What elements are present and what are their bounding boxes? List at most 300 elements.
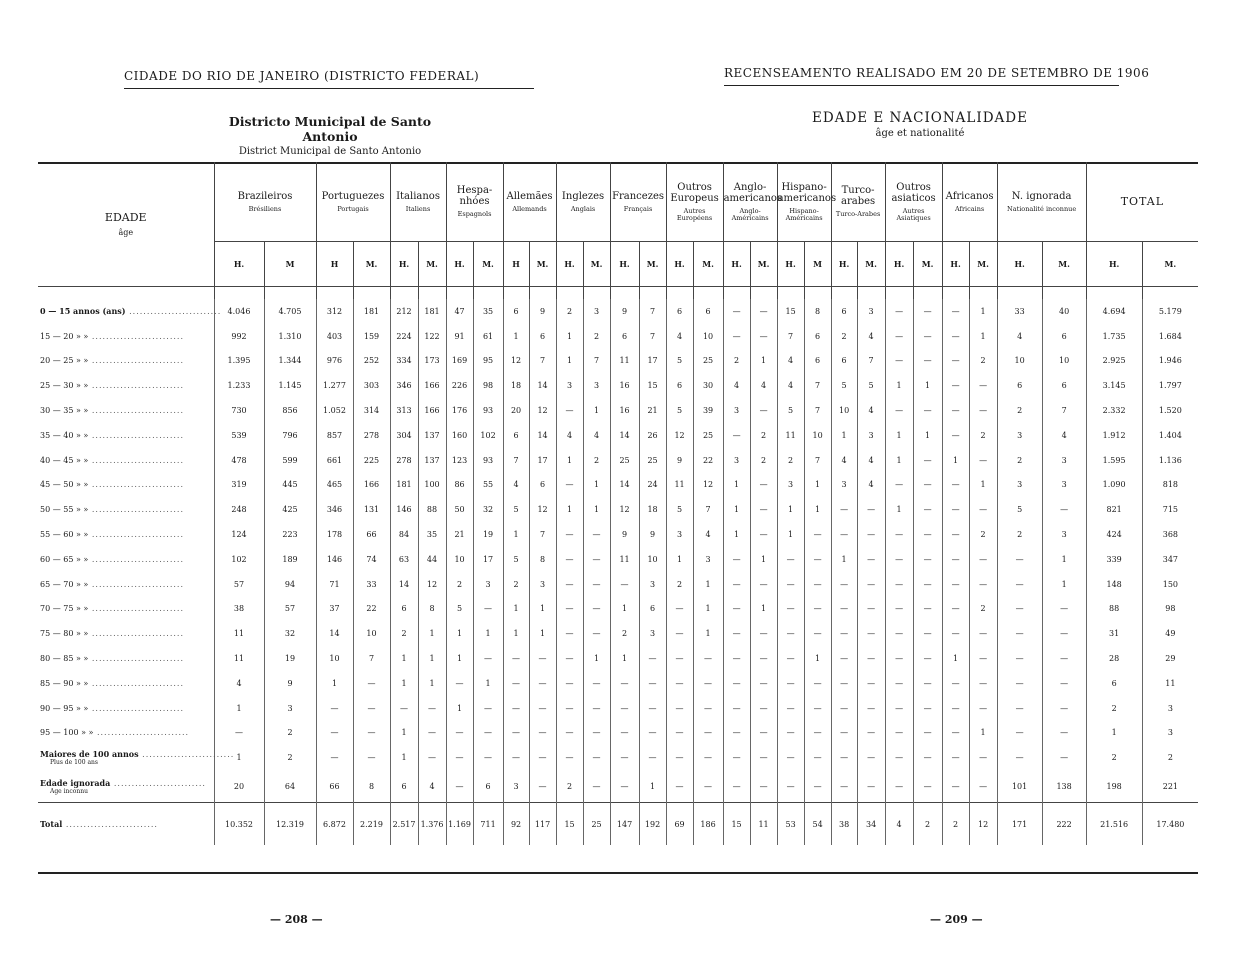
data-cell: 3 [639, 572, 666, 597]
data-cell: — [666, 671, 693, 696]
table-row [38, 299, 1198, 324]
age-group-label: 25 — 30 » » [40, 381, 89, 391]
data-cell: 131 [353, 497, 390, 522]
leader-dots: .......................... [93, 728, 190, 738]
data-cell: 17 [473, 547, 503, 572]
data-cell: 6 [1042, 373, 1086, 398]
data-cell: — [214, 721, 264, 746]
data-cell: 6 [804, 349, 831, 374]
data-cell: 6 [503, 299, 529, 324]
data-cell: 40 [1042, 299, 1086, 324]
nationality-header [446, 162, 503, 242]
data-cell: — [885, 770, 913, 803]
nationality-header [316, 162, 390, 242]
data-cell: — [750, 770, 777, 803]
age-group-label: 35 — 40 » » [40, 430, 89, 440]
data-cell: 1 [942, 646, 969, 671]
data-cell: 2 [831, 324, 857, 349]
data-cell: 53 [777, 803, 804, 846]
sex-header: M. [418, 242, 446, 287]
data-cell: 6 [610, 324, 639, 349]
age-group-cell [38, 522, 214, 547]
data-cell: — [804, 721, 831, 746]
data-cell: — [316, 745, 353, 770]
data-cell: 1 [583, 473, 610, 498]
data-cell: — [942, 572, 969, 597]
data-cell: 2 [1142, 745, 1198, 770]
data-cell: — [583, 671, 610, 696]
sex-header: M. [913, 242, 942, 287]
data-cell: 3 [723, 448, 750, 473]
data-cell: 4.046 [214, 299, 264, 324]
data-cell: 17 [529, 448, 556, 473]
data-cell: — [639, 671, 666, 696]
data-cell: 6 [390, 597, 418, 622]
data-cell: — [390, 696, 418, 721]
data-cell: 1 [556, 324, 583, 349]
data-cell: 88 [418, 497, 446, 522]
sex-header: M. [857, 242, 885, 287]
data-cell: 339 [1086, 547, 1142, 572]
leader-dots: .......................... [88, 703, 184, 713]
data-cell: 1 [1042, 547, 1086, 572]
data-cell: 146 [390, 497, 418, 522]
data-cell: — [556, 522, 583, 547]
data-cell: — [942, 547, 969, 572]
data-cell: — [857, 646, 885, 671]
data-cell: — [583, 745, 610, 770]
leader-dots: .......................... [88, 356, 184, 366]
data-cell: 1 [390, 671, 418, 696]
data-cell: 252 [353, 349, 390, 374]
data-cell: 11 [610, 349, 639, 374]
nationality-name-fr: Turco-Arabes [835, 210, 881, 218]
data-cell: — [418, 745, 446, 770]
data-cell: 314 [353, 398, 390, 423]
data-cell: 11 [214, 621, 264, 646]
data-cell: — [969, 745, 997, 770]
nationality-header [777, 162, 837, 242]
page-number-right: — 209 — [930, 913, 983, 926]
data-cell: 61 [473, 324, 503, 349]
data-cell: 7 [693, 497, 723, 522]
data-cell: — [1042, 745, 1086, 770]
data-cell: 181 [390, 473, 418, 498]
data-cell: — [857, 597, 885, 622]
data-cell: 93 [473, 448, 503, 473]
data-cell: 15 [556, 803, 583, 846]
data-cell: 992 [214, 324, 264, 349]
data-cell: — [942, 696, 969, 721]
topic-subtitle: âge et nationalité [875, 128, 965, 139]
age-group-sublabel: Plus de 100 ans [50, 759, 98, 767]
data-cell: 57 [214, 572, 264, 597]
data-cell: 9 [264, 671, 316, 696]
data-cell: 3 [1142, 696, 1198, 721]
leader-dots: .......................... [88, 554, 184, 564]
data-cell: 6 [997, 373, 1042, 398]
data-cell: 47 [446, 299, 473, 324]
data-cell: 212 [390, 299, 418, 324]
data-cell: 12 [503, 349, 529, 374]
data-cell: — [666, 721, 693, 746]
data-cell: 66 [316, 770, 353, 803]
data-cell: — [610, 721, 639, 746]
data-cell: 12 [529, 497, 556, 522]
sex-header: H. [885, 242, 913, 287]
nationality-name: Italianos [396, 190, 440, 202]
spacer-cell [556, 287, 583, 300]
data-cell: 3 [857, 423, 885, 448]
data-cell: — [831, 572, 857, 597]
data-cell: — [583, 522, 610, 547]
data-cell: — [831, 497, 857, 522]
data-cell: 222 [1042, 803, 1086, 846]
data-cell: 5.179 [1142, 299, 1198, 324]
district-title-block [200, 114, 460, 157]
data-cell: 138 [1042, 770, 1086, 803]
nationality-name: N. ignorada [1011, 190, 1072, 202]
data-cell: 5 [503, 497, 529, 522]
data-cell: — [885, 299, 913, 324]
data-cell: — [556, 745, 583, 770]
data-cell: 35 [418, 522, 446, 547]
data-cell: 137 [418, 448, 446, 473]
data-cell: 7 [777, 324, 804, 349]
age-group-label: 65 — 70 » » [40, 579, 89, 589]
data-cell: — [913, 473, 942, 498]
data-cell: — [639, 721, 666, 746]
data-cell: — [446, 721, 473, 746]
data-cell: 4 [857, 398, 885, 423]
data-cell: 1 [556, 349, 583, 374]
data-cell: 2 [264, 721, 316, 746]
nationality-header-row [38, 162, 1198, 242]
data-cell: 117 [529, 803, 556, 846]
data-cell: — [693, 721, 723, 746]
spacer-cell [446, 287, 473, 300]
data-cell: 2 [446, 572, 473, 597]
table-row [38, 497, 1198, 522]
data-cell: 15 [723, 803, 750, 846]
data-cell: 1 [666, 547, 693, 572]
data-cell: 1 [723, 522, 750, 547]
spacer-cell [997, 287, 1042, 300]
data-cell: 16 [610, 398, 639, 423]
table-bottom-rule [38, 872, 1198, 874]
data-cell: 169 [446, 349, 473, 374]
data-cell: — [503, 745, 529, 770]
data-cell: — [997, 721, 1042, 746]
data-cell: — [942, 770, 969, 803]
sex-header: H. [831, 242, 857, 287]
data-cell: — [1042, 646, 1086, 671]
data-cell: 1 [831, 547, 857, 572]
nationality-header [831, 162, 885, 242]
data-cell: 1 [610, 646, 639, 671]
age-group-label: 30 — 35 » » [40, 406, 89, 416]
total-row [38, 803, 1198, 846]
sex-header: H. [666, 242, 693, 287]
age-group-label: 50 — 55 » » [40, 505, 89, 515]
data-cell: 18 [503, 373, 529, 398]
data-cell: 1 [777, 522, 804, 547]
data-cell: 3 [1042, 448, 1086, 473]
data-cell: — [942, 671, 969, 696]
data-cell: 101 [997, 770, 1042, 803]
data-cell: — [750, 473, 777, 498]
data-cell: 11 [777, 423, 804, 448]
data-cell: 74 [353, 547, 390, 572]
nationality-name: Turco-arabes [841, 185, 876, 207]
table-row [38, 547, 1198, 572]
sex-header: M. [969, 242, 997, 287]
data-cell: — [473, 646, 503, 671]
data-cell: 2 [997, 398, 1042, 423]
data-cell: 425 [264, 497, 316, 522]
data-cell: — [353, 721, 390, 746]
data-cell: 12 [529, 398, 556, 423]
data-cell: — [750, 696, 777, 721]
data-cell: 7 [1042, 398, 1086, 423]
data-cell: 10 [804, 423, 831, 448]
data-cell: — [750, 299, 777, 324]
data-cell: 38 [214, 597, 264, 622]
data-cell: 6 [831, 299, 857, 324]
data-cell: — [503, 646, 529, 671]
data-cell: 1 [942, 448, 969, 473]
data-cell: 6 [529, 324, 556, 349]
data-cell: 25 [693, 423, 723, 448]
data-cell: 84 [390, 522, 418, 547]
data-cell: — [529, 696, 556, 721]
data-cell: — [804, 572, 831, 597]
data-cell: 35 [473, 299, 503, 324]
data-cell: — [610, 572, 639, 597]
age-group-cell [38, 448, 214, 473]
data-cell: — [418, 696, 446, 721]
nationality-header [997, 162, 1086, 242]
age-group-cell [38, 646, 214, 671]
data-cell: 1 [446, 646, 473, 671]
total-column-header [1086, 162, 1198, 242]
data-cell: 25 [610, 448, 639, 473]
data-cell: — [969, 572, 997, 597]
nationality-header [610, 162, 666, 242]
page-number-left: — 208 — [270, 913, 323, 926]
data-cell: — [804, 671, 831, 696]
age-group-cell [38, 497, 214, 522]
data-cell: 94 [264, 572, 316, 597]
leader-dots: .......................... [88, 629, 184, 639]
data-cell: — [610, 745, 639, 770]
data-cell: 4 [1042, 423, 1086, 448]
data-cell: 14 [610, 423, 639, 448]
data-cell: 2 [556, 299, 583, 324]
data-cell: — [639, 696, 666, 721]
data-cell: 10.352 [214, 803, 264, 846]
data-cell: — [777, 597, 804, 622]
data-cell: — [885, 696, 913, 721]
data-cell: 9 [529, 299, 556, 324]
data-cell: 10 [353, 621, 390, 646]
data-cell: 173 [418, 349, 446, 374]
data-cell: 20 [214, 770, 264, 803]
data-cell: — [556, 547, 583, 572]
nationality-header [885, 162, 942, 242]
data-cell: 2 [556, 770, 583, 803]
data-cell: — [913, 621, 942, 646]
data-cell: — [529, 745, 556, 770]
data-cell: — [723, 721, 750, 746]
spacer-cell [969, 287, 997, 300]
age-group-cell [38, 803, 214, 846]
data-cell: 445 [264, 473, 316, 498]
age-group-label: 85 — 90 » » [40, 678, 89, 688]
data-cell: — [750, 522, 777, 547]
data-cell: — [353, 745, 390, 770]
data-cell: 4 [214, 671, 264, 696]
data-cell: — [583, 621, 610, 646]
data-cell: 171 [997, 803, 1042, 846]
data-cell: — [353, 671, 390, 696]
data-cell: — [723, 547, 750, 572]
data-cell: 3 [503, 770, 529, 803]
data-cell: 34 [857, 803, 885, 846]
data-cell: 3 [831, 473, 857, 498]
leader-dots: .......................... [88, 678, 184, 688]
nationality-name: Portuguezes [321, 190, 385, 202]
age-column-header [38, 162, 214, 287]
data-cell: — [885, 324, 913, 349]
data-cell: 15 [639, 373, 666, 398]
data-cell: — [503, 721, 529, 746]
data-cell: 98 [473, 373, 503, 398]
data-cell: 1 [750, 547, 777, 572]
data-cell: 312 [316, 299, 353, 324]
data-cell: 17.480 [1142, 803, 1198, 846]
data-cell: 2 [583, 324, 610, 349]
data-cell: 28 [1086, 646, 1142, 671]
data-cell: 2 [1086, 696, 1142, 721]
data-cell: — [942, 324, 969, 349]
data-cell: — [857, 572, 885, 597]
sex-header: M [264, 242, 316, 287]
data-cell: 93 [473, 398, 503, 423]
data-cell: 123 [446, 448, 473, 473]
sex-header: H. [723, 242, 750, 287]
data-cell: 976 [316, 349, 353, 374]
data-cell: — [556, 721, 583, 746]
data-cell: 4 [857, 324, 885, 349]
spacer-cell [583, 287, 610, 300]
data-cell: 166 [353, 473, 390, 498]
data-cell: — [913, 770, 942, 803]
data-cell: 5 [777, 398, 804, 423]
data-cell: 7 [353, 646, 390, 671]
data-cell: 539 [214, 423, 264, 448]
data-cell: — [666, 696, 693, 721]
data-cell: — [723, 646, 750, 671]
nationality-name-fr: Africains [954, 204, 985, 213]
table-row [38, 423, 1198, 448]
nationality-name-fr: Brésiliens [248, 204, 282, 213]
sex-header: H. [777, 242, 804, 287]
census-table-body [38, 299, 1198, 845]
data-cell: 3.145 [1086, 373, 1142, 398]
data-cell: — [913, 448, 942, 473]
data-cell: — [913, 696, 942, 721]
leader-dots: .......................... [88, 480, 184, 490]
data-cell: 313 [390, 398, 418, 423]
data-cell: 4 [885, 803, 913, 846]
data-cell: 146 [316, 547, 353, 572]
data-cell: — [831, 745, 857, 770]
data-cell: 159 [353, 324, 390, 349]
data-cell: 102 [473, 423, 503, 448]
data-cell: 1.797 [1142, 373, 1198, 398]
data-cell: 22 [353, 597, 390, 622]
data-cell: 7 [639, 324, 666, 349]
data-cell: — [1042, 497, 1086, 522]
data-cell: — [583, 770, 610, 803]
data-cell: — [831, 671, 857, 696]
data-cell: 1 [418, 621, 446, 646]
sex-header: M. [693, 242, 723, 287]
table-row [38, 671, 1198, 696]
data-cell: 403 [316, 324, 353, 349]
data-cell: 6 [390, 770, 418, 803]
data-cell: — [913, 398, 942, 423]
data-cell: — [693, 696, 723, 721]
data-cell: — [969, 770, 997, 803]
data-cell: — [804, 547, 831, 572]
data-cell: 4 [418, 770, 446, 803]
age-group-cell [38, 770, 214, 803]
data-cell: 1 [583, 646, 610, 671]
data-cell: — [610, 696, 639, 721]
data-cell: 1 [831, 423, 857, 448]
age-group-cell [38, 621, 214, 646]
data-cell: 5 [857, 373, 885, 398]
data-cell: 11 [750, 803, 777, 846]
data-cell: 711 [473, 803, 503, 846]
leader-dots: .......................... [88, 331, 184, 341]
leader-dots: .......................... [88, 604, 184, 614]
data-cell: — [885, 473, 913, 498]
data-cell: 1 [750, 597, 777, 622]
data-cell: — [473, 696, 503, 721]
data-cell: 24 [639, 473, 666, 498]
data-cell: — [885, 721, 913, 746]
data-cell: 303 [353, 373, 390, 398]
data-cell: 3 [583, 299, 610, 324]
data-cell: 225 [353, 448, 390, 473]
data-cell: 2.332 [1086, 398, 1142, 423]
data-cell: 478 [214, 448, 264, 473]
sex-header: H. [214, 242, 264, 287]
leader-dots: .......................... [88, 505, 184, 515]
data-cell: — [473, 597, 503, 622]
data-cell: 91 [446, 324, 473, 349]
data-cell: 4 [723, 373, 750, 398]
data-cell: 95 [473, 349, 503, 374]
data-cell: 14 [316, 621, 353, 646]
header-spacer-row [38, 287, 1198, 300]
data-cell: 278 [390, 448, 418, 473]
sex-header: M. [1142, 242, 1198, 287]
data-cell: 1 [750, 349, 777, 374]
